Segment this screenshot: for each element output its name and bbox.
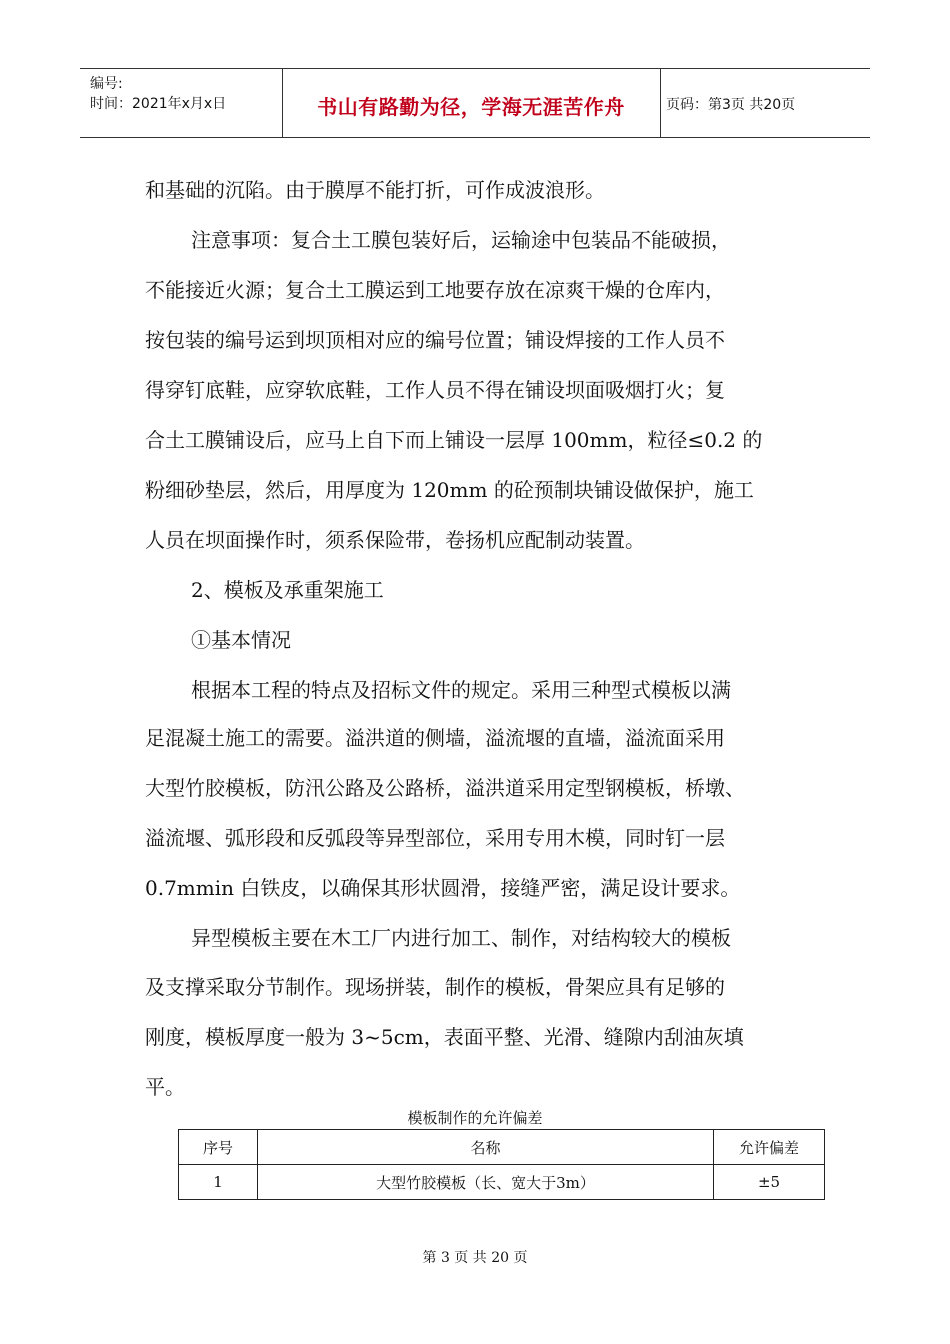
document-number-label: 编号:	[90, 76, 123, 92]
header-motto: 书山有路勤为径，学海无涯苦作舟	[317, 95, 625, 119]
body-line: 足混凝土施工的需要。溢洪道的侧墙，溢流堰的直墙，溢流面采用	[145, 726, 725, 750]
body-line: 刚度，模板厚度一般为 3~5cm，表面平整、光滑、缝隙内刮油灰填	[145, 1025, 744, 1049]
body-line: 及支撑采取分节制作。现场拼装，制作的模板，骨架应具有足够的	[145, 975, 725, 999]
body-line: 按包装的编号运到坝顶相对应的编号位置；铺设焊接的工作人员不	[145, 328, 725, 352]
body-line: 注意事项：复合土工膜包装好后，运输途中包装品不能破损，	[191, 228, 731, 252]
body-line: 异型模板主要在木工厂内进行加工、制作，对结构较大的模板	[191, 926, 731, 950]
table-cell: ±5	[714, 1165, 825, 1200]
header-meta	[80, 69, 283, 137]
body-line: 平。	[145, 1075, 185, 1099]
table-row	[179, 1165, 825, 1200]
document-time-label: 时间：2021年x月x日	[90, 96, 227, 112]
body-line: 得穿钉底鞋，应穿软底鞋，工作人员不得在铺设坝面吸烟打火；复	[145, 378, 725, 402]
subsection-heading: ①基本情况	[191, 628, 291, 652]
table-cell: 1	[179, 1165, 258, 1200]
body-line: 合土工膜铺设后，应马上自下而上铺设一层厚 100mm，粒径≤0.2 的	[145, 428, 763, 452]
page-footer: 第 3 页 共 20 页	[422, 1250, 528, 1266]
body-line: 人员在坝面操作时，须系保险带，卷扬机应配制动装置。	[145, 528, 645, 552]
body-line: 和基础的沉陷。由于膜厚不能打折，可作成波浪形。	[145, 178, 605, 202]
page-header	[80, 68, 870, 138]
header-page-info: 页码：第3页 共20页	[666, 97, 796, 113]
body-line: 0.7mmin 白铁皮，以确保其形状圆滑，接缝严密，满足设计要求。	[145, 876, 741, 900]
section-heading: 2、模板及承重架施工	[191, 578, 384, 602]
table-header-cell: 序号	[179, 1130, 258, 1165]
body-line: 粉细砂垫层，然后，用厚度为 120mm 的砼预制块铺设做保护，施工	[145, 478, 754, 502]
body-line: 大型竹胶模板，防汛公路及公路桥，溢洪道采用定型钢模板，桥墩、	[145, 776, 745, 800]
table-header-cell: 允许偏差	[714, 1130, 825, 1165]
body-line: 溢流堰、弧形段和反弧段等异型部位，采用专用木模，同时钉一层	[145, 826, 725, 850]
table-cell: 大型竹胶模板（长、宽大于3m）	[258, 1165, 714, 1200]
table-caption: 模板制作的允许偏差	[407, 1109, 543, 1127]
tolerance-table	[178, 1129, 825, 1200]
body-line: 不能接近火源；复合土工膜运到工地要存放在凉爽干燥的仓库内，	[145, 278, 725, 302]
header-page-cell	[660, 69, 870, 137]
body-line: 根据本工程的特点及招标文件的规定。采用三种型式模板以满	[191, 678, 731, 702]
table-header-cell: 名称	[258, 1130, 714, 1165]
table-header-row	[179, 1130, 825, 1165]
header-motto-cell	[282, 69, 661, 137]
